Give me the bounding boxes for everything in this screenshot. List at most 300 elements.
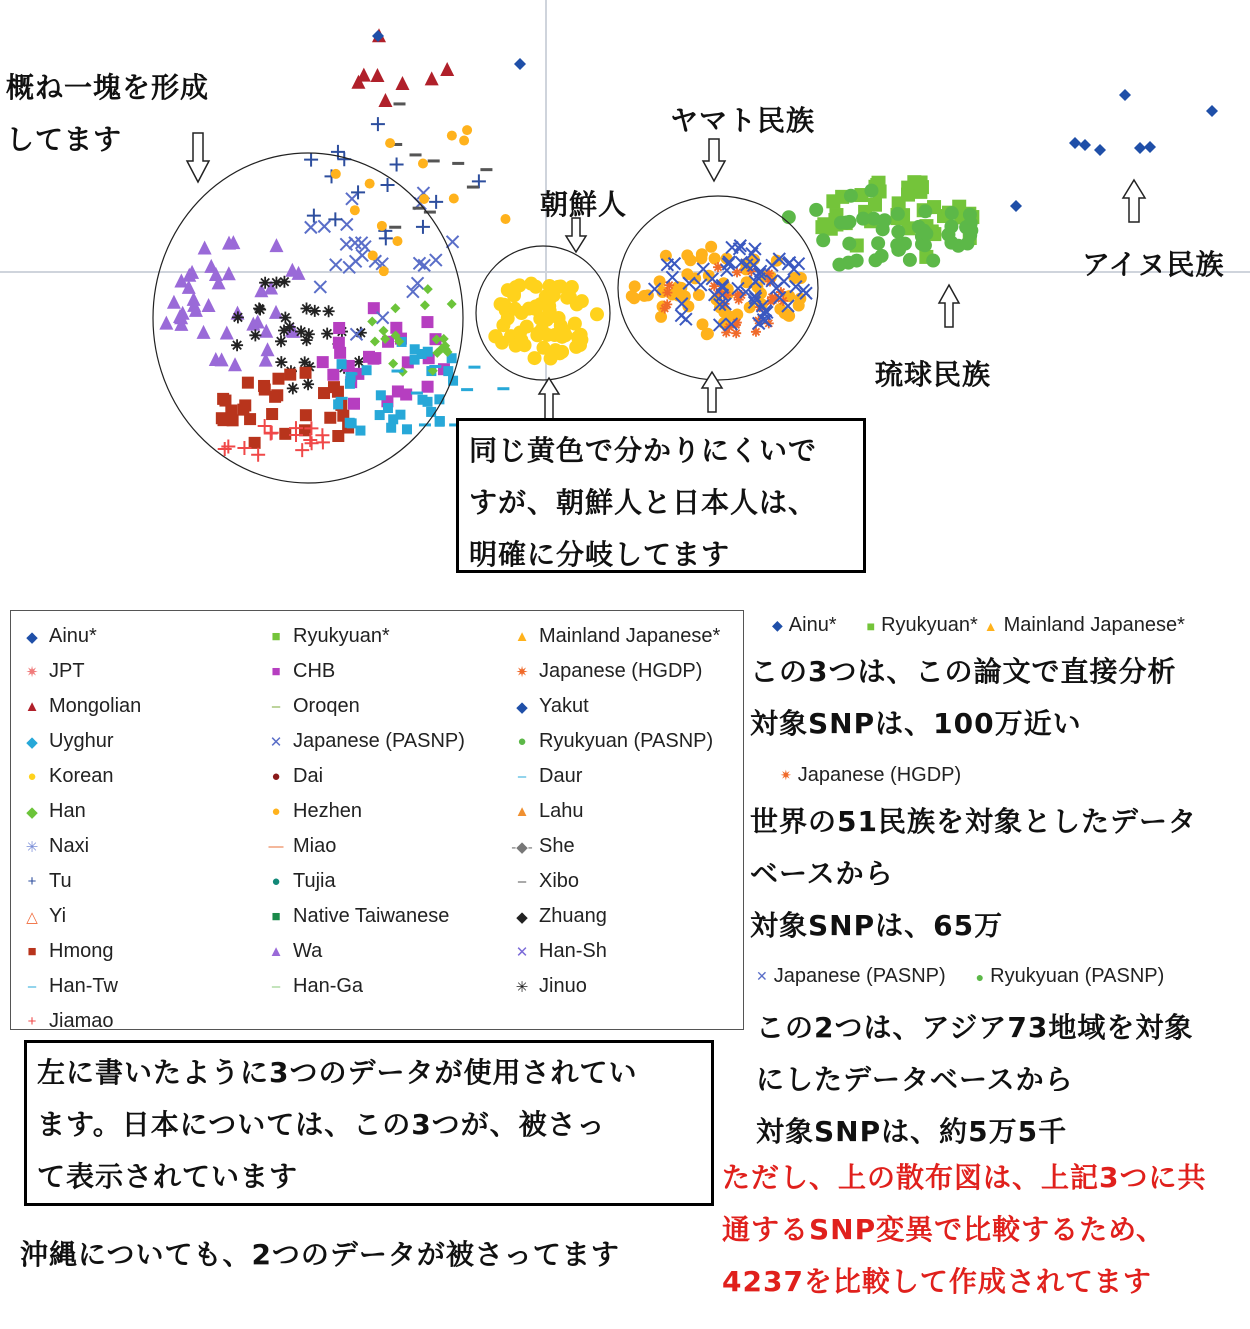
legend-label: JPT <box>49 660 85 682</box>
ryukyuan-pasnp-marker-icon: ● <box>975 968 985 985</box>
mini-legend-mainland: Mainland Japanese* <box>1003 614 1185 636</box>
scatter-point <box>377 221 387 231</box>
scatter-point <box>514 58 526 70</box>
dash-marker-icon: – <box>271 698 281 715</box>
legend-label: Xibo <box>539 870 580 892</box>
legend-label: Naxi <box>49 835 90 857</box>
scatter-point <box>371 117 385 131</box>
legend-item <box>505 969 720 1004</box>
scatter-point <box>568 317 582 331</box>
scatter-point <box>389 226 401 229</box>
korean-label: 朝鮮人 <box>540 188 628 221</box>
legend-label: Dai <box>293 765 324 787</box>
scatter-point <box>662 288 672 298</box>
scatter-point <box>422 381 434 393</box>
scatter-point <box>919 227 933 241</box>
scatter-point <box>390 303 400 313</box>
scatter-point <box>891 225 905 239</box>
scatter-point <box>159 316 173 330</box>
scatter-point <box>410 153 422 156</box>
legend-label: Wa <box>293 940 323 962</box>
scatter-point <box>926 254 940 268</box>
scatter-point <box>809 203 823 217</box>
legend-item <box>15 689 141 724</box>
legend-item <box>505 934 720 969</box>
legend-item <box>15 864 141 899</box>
legend-label: Ainu* <box>49 625 97 647</box>
legend-item <box>259 619 465 654</box>
ryukyuan-marker-icon: ■ <box>866 617 876 634</box>
legend-item <box>15 934 141 969</box>
scatter-point <box>426 407 436 417</box>
legend-label: Uyghur <box>49 730 114 752</box>
mini-legend-pasnp-ry: Ryukyuan (PASNP) <box>990 965 1165 987</box>
legend-label: Korean <box>49 765 114 787</box>
legend-label: Han <box>49 800 86 822</box>
square-marker-icon: ■ <box>27 943 37 960</box>
red-note-line2: 通するSNP変異で比較するため、 <box>722 1212 1166 1246</box>
scatter-point <box>530 328 544 342</box>
cluster-annotation <box>6 62 209 166</box>
scatter-point <box>696 248 708 260</box>
scatter-point <box>430 254 442 266</box>
scatter-point <box>429 365 441 368</box>
scatter-point <box>258 419 272 433</box>
scatter-point <box>782 210 796 224</box>
triangle-marker-icon: ▲ <box>268 943 284 960</box>
scatter-point <box>417 395 427 405</box>
arrow-up-icon <box>539 378 559 422</box>
legend-label: Yakut <box>539 695 589 717</box>
legend-label: Tu <box>49 870 72 892</box>
scatter-point <box>368 250 378 260</box>
legend-item <box>505 829 720 864</box>
scatter-point <box>355 426 365 436</box>
scatter-point <box>269 238 283 252</box>
scatter-point <box>844 189 858 203</box>
mini-legend-ainu: Ainu* <box>788 614 837 636</box>
scatter-point <box>348 398 360 410</box>
scatter-point <box>419 194 429 204</box>
yamato-label: ヤマト民族 <box>670 104 816 137</box>
line-marker-icon: — <box>268 838 284 855</box>
scatter-point <box>428 159 440 162</box>
scatter-point <box>421 316 433 328</box>
dash-marker-icon: – <box>271 978 281 995</box>
scatter-point <box>701 328 713 340</box>
scatter-point <box>302 378 314 390</box>
scatter-point <box>333 322 345 334</box>
scatter-point <box>341 218 353 230</box>
scatter-point <box>497 387 509 390</box>
scatter-point <box>377 312 389 324</box>
scatter-point <box>1144 141 1156 153</box>
note2 <box>750 796 1197 951</box>
scatter-point <box>305 221 317 233</box>
scatter-point <box>420 300 430 310</box>
scatter-point <box>543 304 557 318</box>
scatter-point <box>423 284 433 294</box>
legend-item <box>15 794 141 829</box>
legend-column-3 <box>505 619 720 1004</box>
x-marker-icon: ✕ <box>269 733 283 751</box>
asterisk-marker-icon: ✳ <box>515 978 529 996</box>
legend-item <box>259 899 465 934</box>
scatter-point <box>429 195 443 209</box>
scatter-point <box>275 335 287 347</box>
scatter-point <box>317 356 329 368</box>
legend-label: Japanese (PASNP) <box>293 730 465 752</box>
scatter-point <box>202 298 216 312</box>
scatter-point <box>332 430 344 442</box>
scatter-point <box>365 179 375 189</box>
scatter-point <box>590 307 604 321</box>
legend-label: Oroqen <box>293 695 360 717</box>
legend-label: Ryukyuan* <box>293 625 390 647</box>
scatter-point <box>500 214 510 224</box>
scatter-point <box>681 249 693 261</box>
scatter-point <box>345 379 355 389</box>
arrow-up-icon <box>1123 180 1145 222</box>
legend-item <box>15 829 141 864</box>
legend-label: Mongolian <box>49 695 142 717</box>
scatter-point <box>370 68 384 82</box>
scatter-point <box>1010 200 1022 212</box>
scatter-point <box>309 305 321 317</box>
scatter-point <box>271 389 283 401</box>
scatter-point <box>337 359 347 369</box>
scatter-point <box>261 342 275 356</box>
legend-label: Zhuang <box>539 905 607 927</box>
legend-item <box>505 619 720 654</box>
legend-item <box>259 864 465 899</box>
scatter-point <box>275 356 287 368</box>
red-note-line1: ただし、上の散布図は、上記3つに共 <box>722 1161 1207 1194</box>
cluster-annotation-line2: してます <box>6 122 123 156</box>
scatter-point <box>629 280 641 292</box>
scatter-point <box>395 410 405 420</box>
scatter-point <box>265 426 279 440</box>
scatter-point <box>346 193 358 205</box>
scatter-point <box>251 448 265 462</box>
scatter-point <box>392 370 404 373</box>
scatter-point <box>514 306 528 320</box>
box2-line3: て表示されています <box>37 1159 299 1193</box>
line-diamond-marker-icon: -◆- <box>511 838 533 856</box>
legend-item <box>15 759 141 794</box>
legend-item <box>15 724 141 759</box>
circle-marker-icon: ● <box>517 733 527 750</box>
scatter-point <box>379 326 389 336</box>
note1-line2: 対象SNPは、100万近い <box>750 706 1082 740</box>
scatter-point <box>1079 139 1091 151</box>
mini-legend-ryukyuan: Ryukyuan* <box>881 614 978 636</box>
scatter-point <box>324 412 336 424</box>
triangle-marker-icon: ▲ <box>514 803 530 820</box>
scatter-point <box>299 356 311 368</box>
star-marker-icon: ✷ <box>515 663 529 681</box>
circle-marker-icon: ● <box>271 873 281 890</box>
note1 <box>750 646 1176 750</box>
box1-line3: 明確に分岐してます <box>469 537 731 571</box>
mini-legend-2 <box>780 764 961 787</box>
scatter-point <box>386 423 396 433</box>
scatter-point <box>529 299 543 313</box>
scatter-point <box>323 305 335 317</box>
legend-item <box>15 619 141 654</box>
scatter-point <box>379 266 389 276</box>
scatter-point <box>284 369 296 381</box>
plus-marker-icon: + <box>27 1013 37 1030</box>
scatter-point <box>321 328 333 340</box>
scatter-point <box>314 281 326 293</box>
scatter-point <box>864 184 878 198</box>
scatter-point <box>459 136 469 146</box>
dash-marker-icon: – <box>517 768 527 785</box>
note2-line2: ベースから <box>750 856 894 890</box>
scatter-point <box>301 303 313 315</box>
box1-line2: すが、朝鮮人と日本人は、 <box>469 485 818 519</box>
data-sources-note-box <box>24 1040 714 1206</box>
scatter-point <box>705 241 717 253</box>
scatter-point <box>660 303 670 313</box>
star-marker-icon: ✷ <box>25 663 39 681</box>
legend-item <box>505 724 720 759</box>
diamond-marker-icon: ◆ <box>26 733 38 751</box>
legend-label: CHB <box>293 660 336 682</box>
legend-item <box>505 689 720 724</box>
scatter-point <box>400 389 412 401</box>
japanese-hgdp-marker-icon: ✷ <box>780 767 792 783</box>
legend-item <box>259 654 465 689</box>
red-note <box>722 1152 1206 1307</box>
box2-line1: 左に書いたように3つのデータが使用されてい <box>37 1056 638 1089</box>
scatter-point <box>359 241 371 253</box>
scatter-point <box>918 204 932 218</box>
scatter-point <box>378 93 392 107</box>
legend-item <box>259 689 465 724</box>
scatter-point <box>221 439 235 453</box>
scatter-point <box>574 333 588 347</box>
diamond-marker-icon: ◆ <box>26 628 38 646</box>
ainu-label: アイヌ民族 <box>1082 248 1225 281</box>
scatter-point <box>418 259 430 271</box>
scatter-point <box>222 266 236 280</box>
scatter-point <box>891 207 905 221</box>
scatter-point <box>1119 89 1131 101</box>
note2-line1: 世界の51民族を対象としたデータ <box>750 805 1197 838</box>
legend-item <box>259 794 465 829</box>
note3-line2: にしたデータベースから <box>756 1062 1074 1096</box>
scatter-point <box>242 377 254 389</box>
scatter-point <box>816 233 830 247</box>
legend-item <box>259 724 465 759</box>
legend-label: Ryukyuan (PASNP) <box>539 730 714 752</box>
mini-legend-1 <box>772 614 1185 637</box>
scatter-point <box>675 310 687 322</box>
square-marker-icon: ■ <box>271 628 281 645</box>
scatter-point <box>413 257 425 269</box>
cluster-annotation-line1: 概ね一塊を形成 <box>6 71 210 104</box>
legend-label: Native Taiwanese <box>293 905 450 927</box>
legend-item <box>505 899 720 934</box>
scatter-point <box>204 259 218 273</box>
japanese-pasnp-marker-icon: ✕ <box>756 968 768 984</box>
scatter-point <box>461 388 473 391</box>
legend-label: Han-Ga <box>293 975 364 997</box>
circle-marker-icon: ● <box>27 768 37 785</box>
legend-label: She <box>539 835 575 857</box>
scatter-point <box>232 311 244 323</box>
scatter-point <box>376 390 386 400</box>
scatter-point <box>402 424 412 434</box>
scatter-point <box>875 249 889 263</box>
scatter-point <box>452 162 464 165</box>
scatter-point <box>390 158 404 172</box>
legend-label: Han-Sh <box>539 940 607 962</box>
mini-legend-hgdp: Japanese (HGDP) <box>797 764 962 786</box>
scatter-point <box>418 159 428 169</box>
scatter-point <box>295 443 309 457</box>
scatter-point <box>198 241 212 255</box>
legend-item <box>15 654 141 689</box>
diamond-marker-icon: ◆ <box>26 803 38 821</box>
scatter-point <box>555 345 569 359</box>
scatter-point <box>964 223 978 237</box>
scatter-point <box>231 339 243 351</box>
legend-label: Japanese (HGDP) <box>539 660 703 682</box>
scatter-point <box>393 102 405 105</box>
scatter-point <box>328 381 340 393</box>
scatter-point <box>375 410 385 420</box>
scatter-point <box>447 299 457 309</box>
legend-label: Han-Tw <box>49 975 118 997</box>
scatter-point <box>272 373 284 385</box>
scatter-point <box>507 287 521 301</box>
scatter-point <box>793 300 805 312</box>
scatter-point <box>871 236 885 250</box>
scatter-point <box>903 253 917 267</box>
diamond-marker-icon: ◆ <box>516 698 528 716</box>
dash-marker-icon: – <box>27 978 37 995</box>
plus-marker-icon: + <box>27 873 37 890</box>
dash-marker-icon: – <box>517 873 527 890</box>
scatter-point <box>425 71 439 85</box>
triangle-marker-icon: ▲ <box>24 698 40 715</box>
scatter-point <box>349 237 361 249</box>
mainland-japanese-marker-icon: ▲ <box>983 617 998 634</box>
scatter-point <box>350 255 362 267</box>
okinawa-note: 沖縄についても、2つのデータが被さってます <box>20 1238 620 1271</box>
note3-line1: この2つは、アジア73地域を対象 <box>756 1011 1194 1044</box>
mini-legend-pasnp-jp: Japanese (PASNP) <box>773 965 946 987</box>
note3-line3: 対象SNPは、約5万5千 <box>756 1114 1068 1148</box>
diamond-marker-icon: ◆ <box>516 908 528 926</box>
scatter-point <box>300 409 312 421</box>
legend-item <box>259 759 465 794</box>
legend-item <box>15 899 141 934</box>
scatter-point <box>467 186 479 189</box>
scatter-point <box>449 194 459 204</box>
scatter-point <box>890 238 904 252</box>
scatter-point <box>347 418 357 428</box>
scatter-point <box>167 295 181 309</box>
note3 <box>756 1002 1193 1157</box>
arrow-up-icon <box>939 285 959 327</box>
red-note-line3: 4237を比較して作成されてます <box>722 1264 1152 1298</box>
scatter-point <box>856 212 870 226</box>
scatter-point <box>443 366 453 376</box>
chart-legend <box>10 610 744 1030</box>
scatter-point <box>237 404 249 416</box>
scatter-point <box>345 372 357 375</box>
legend-label: Jinuo <box>539 975 587 997</box>
scatter-point <box>333 337 345 349</box>
scatter-point <box>488 329 502 343</box>
legend-column-1 <box>15 619 141 1039</box>
scatter-point <box>355 327 367 339</box>
scatter-point <box>462 125 472 135</box>
scatter-point <box>331 169 341 179</box>
scatter-point <box>370 336 380 346</box>
scatter-point <box>392 236 402 246</box>
ainu-marker-icon: ◆ <box>772 617 783 633</box>
note2-line3: 対象SNPは、65万 <box>750 908 1004 942</box>
legend-item <box>259 969 465 1004</box>
asterisk-marker-icon: ✳ <box>25 838 39 856</box>
scatter-point <box>328 212 342 226</box>
scatter-point <box>259 384 271 396</box>
scatter-point <box>411 392 423 395</box>
circle-marker-icon: ● <box>271 768 281 785</box>
legend-item <box>505 654 720 689</box>
scatter-point <box>915 180 929 194</box>
legend-item <box>259 934 465 969</box>
scatter-point <box>951 239 965 253</box>
scatter-point <box>304 153 318 167</box>
legend-label: Jiamao <box>49 1010 114 1032</box>
scatter-point <box>850 254 864 268</box>
legend-column-2 <box>259 619 465 1004</box>
scatter-point <box>447 131 457 141</box>
scatter-point <box>300 367 312 379</box>
scatter-point <box>555 330 569 344</box>
legend-label: Hmong <box>49 940 114 962</box>
triangle-marker-icon: ▲ <box>514 628 530 645</box>
scatter-point <box>362 365 372 375</box>
legend-label: Lahu <box>539 800 584 822</box>
scatter-point <box>547 288 561 302</box>
legend-item <box>505 794 720 829</box>
scatter-point <box>336 397 348 400</box>
scatter-point <box>330 259 342 271</box>
legend-item <box>15 969 141 1004</box>
scatter-point <box>839 216 853 230</box>
square-marker-icon: ■ <box>271 663 281 680</box>
scatter-point <box>440 62 454 76</box>
arrow-up-icon <box>702 372 722 412</box>
legend-label: Daur <box>539 765 583 787</box>
scatter-point <box>941 228 955 242</box>
ryukyu-label: 琉球民族 <box>875 358 992 391</box>
scatter-point <box>385 138 395 148</box>
scatter-point <box>528 351 542 365</box>
scatter-point <box>435 416 445 426</box>
scatter-point <box>197 325 211 339</box>
scatter-point <box>220 326 234 340</box>
open-triangle-marker-icon: △ <box>26 908 38 926</box>
scatter-point <box>287 382 299 394</box>
